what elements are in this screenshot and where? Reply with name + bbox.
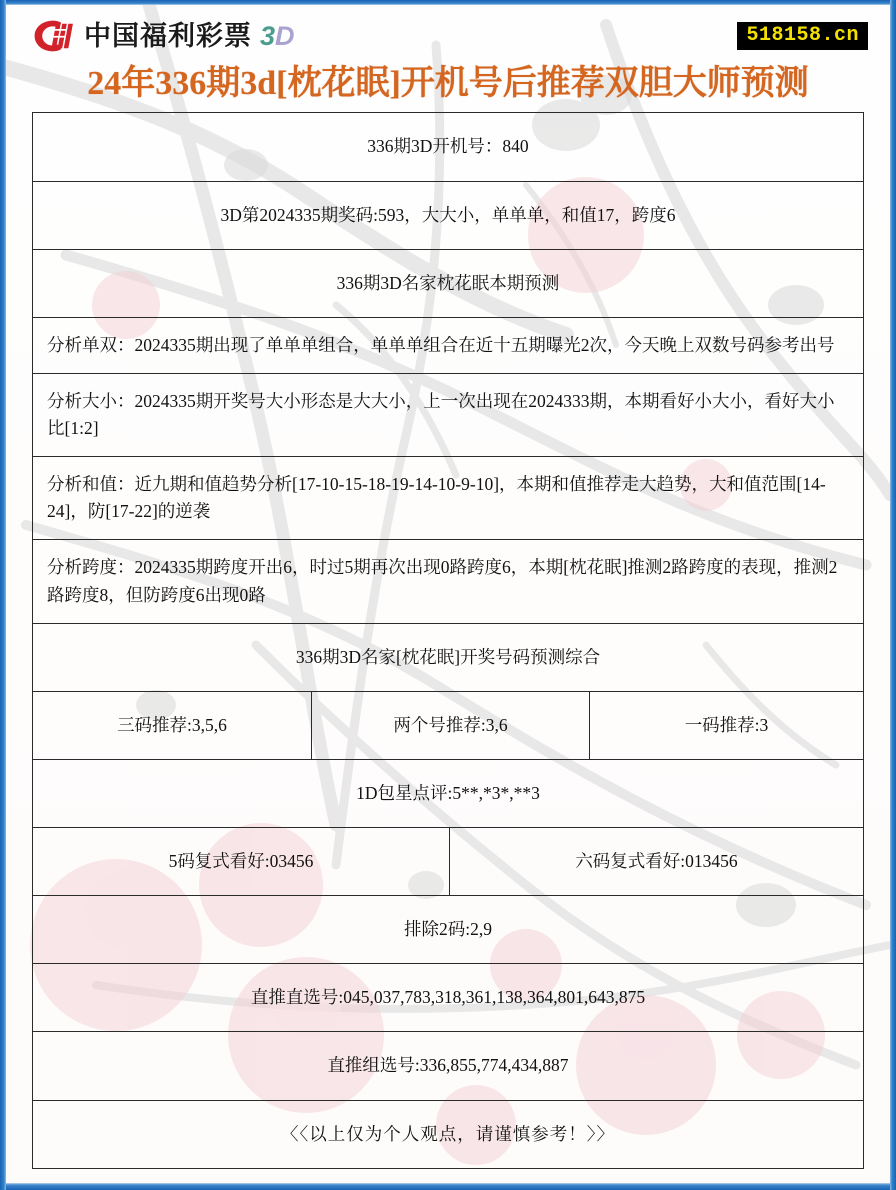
group-select-text: 直推组选号:336,855,774,434,887 — [327, 1055, 569, 1076]
table-row-code-recommendations — [33, 692, 863, 760]
china-welfare-lottery-logo-icon — [30, 17, 76, 55]
table-row-baoxing — [33, 760, 863, 828]
site-logo — [30, 17, 295, 55]
logo-letter-d: D — [275, 20, 295, 51]
baoxing-text: 1D包星点评:5**,*3*,**3 — [356, 782, 540, 803]
table-row-last-draw — [33, 182, 863, 250]
last-draw-text: 3D第2024335期奖码:593，大大小，单单单，和值17，跨度6 — [220, 204, 676, 225]
watermark-badge: 518158.cn — [737, 22, 868, 50]
page-title: 24年336期3d[枕花眠]开机号后推荐双胆大师预测 — [87, 65, 809, 102]
open-code-text: 336期3D开机号：840 — [367, 136, 529, 157]
five-code-compound-cell: 5码复式看好:03456 — [168, 851, 314, 872]
frame-border-right — [890, 0, 896, 1190]
analysis-odd-even-text: 分析单双：2024335期出现了单单单组合，单单单组合在近十五期曝光2次，今天晚上双数号码参考出号 — [47, 334, 835, 355]
table-row-group-select — [33, 1032, 863, 1100]
logo-digit-3: 3 — [260, 20, 276, 51]
table-row-analysis-odd-even — [33, 318, 863, 374]
table-row-disclaimer — [33, 1101, 863, 1169]
table-row-summary-header — [33, 624, 863, 692]
summary-header-text: 336期3D名家[枕花眠]开奖号码预测综合 — [295, 646, 601, 667]
prediction-table — [32, 112, 864, 1168]
three-codes-cell: 三码推荐:3,5,6 — [117, 714, 227, 735]
six-code-compound-cell: 六码复式看好:013456 — [449, 828, 863, 895]
table-row-open-code — [33, 113, 863, 181]
analysis-big-small-text: 分析大小：2024335期开奖号大小形态是大大小，上一次出现在2024333期，本期看好小大小，看好大小比[1:2] — [47, 390, 835, 439]
table-row-compound — [33, 828, 863, 896]
exclude-two-text: 排除2码:2,9 — [404, 919, 492, 940]
analysis-span-text: 分析跨度：2024335期跨度开出6，时过5期再次出现0路跨度6，本期[枕花眠]推测2路跨度的表现，推测2路跨度8，但防跨度6出现0路 — [47, 557, 838, 605]
table-row-analysis-big-small — [33, 374, 863, 457]
logo-text-3d — [260, 20, 295, 51]
two-codes-cell: 两个号推荐:3,6 — [311, 692, 589, 759]
disclaimer-text: 〈〈以上仅为个人观点，请谨慎参考！〉〉 — [281, 1123, 615, 1144]
direct-select-text: 直推直选号:045,037,783,318,361,138,364,801,643,875 — [250, 987, 646, 1008]
frame-border-bottom — [0, 1183, 896, 1190]
table-row-analysis-span — [33, 540, 863, 623]
table-row-analysis-sum — [33, 457, 863, 540]
table-row-exclude — [33, 896, 863, 964]
logo-text-chinese: 中国福利彩票 — [84, 20, 252, 51]
forecast-header-text: 336期3D名家枕花眠本期预测 — [336, 272, 560, 293]
analysis-sum-text: 分析和值：近九期和值趋势分析[17-10-15-18-19-14-10-9-10]，本期和值推荐走大趋势，大和值范围[14-24]，防[17-22]的逆袭 — [47, 474, 826, 522]
table-row-direct-select — [33, 964, 863, 1032]
one-code-cell: 一码推荐:3 — [589, 692, 863, 759]
frame-border-top — [0, 0, 896, 5]
table-row-forecast-header — [33, 250, 863, 318]
header — [6, 5, 890, 63]
frame-border-left — [0, 0, 6, 1190]
